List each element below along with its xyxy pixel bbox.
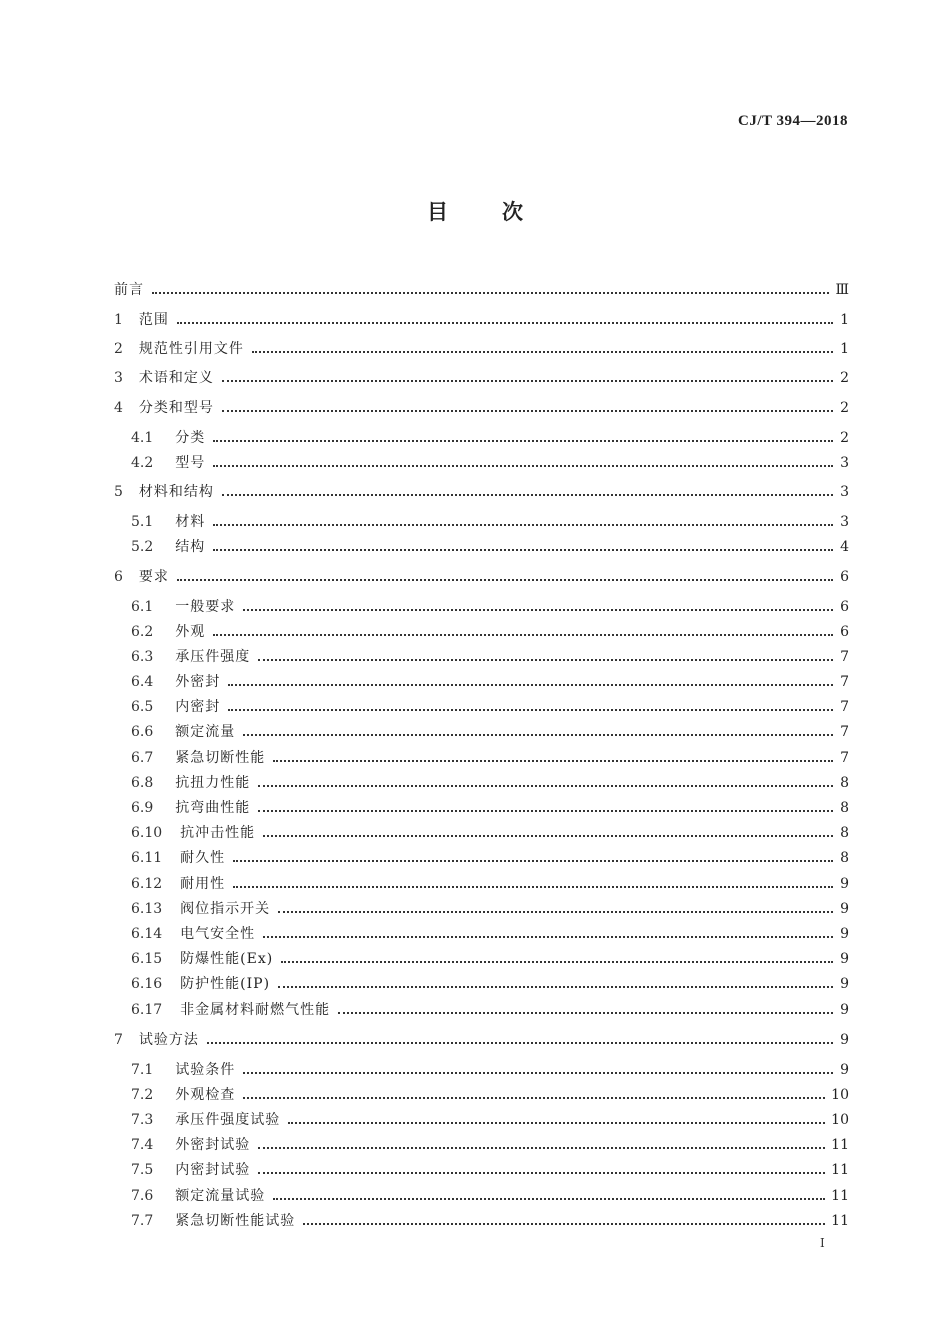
toc-entry-number: 6.7 [131, 750, 154, 766]
toc-entry-label: 分类 [175, 430, 206, 446]
toc-dot-leader [288, 1122, 825, 1124]
toc-entry-number: 7.5 [131, 1162, 154, 1178]
toc-entry-page: 9 [840, 976, 849, 992]
toc-entry-page: 8 [840, 825, 849, 841]
toc-entry-number: 6.5 [131, 699, 154, 715]
page-title [0, 196, 950, 226]
toc-dot-leader [258, 785, 833, 787]
toc-entry-number: 1 [114, 312, 123, 328]
toc-entry[interactable] [131, 949, 849, 969]
toc-entry-label: 材料和结构 [138, 484, 214, 500]
toc-entry[interactable] [131, 537, 849, 557]
title-char-2: 次 [502, 200, 523, 224]
toc-entry-number: 6.17 [131, 1002, 163, 1018]
toc-entry-page: 3 [840, 484, 849, 500]
toc-entry-number: 7.6 [131, 1188, 154, 1204]
toc-entry-number: 5.2 [131, 539, 154, 555]
toc-entry-page: 11 [831, 1137, 849, 1153]
toc-entry[interactable] [131, 722, 849, 742]
toc-entry[interactable] [131, 773, 849, 793]
toc-entry-number: 6.10 [131, 825, 163, 841]
toc-entry-page: 2 [840, 400, 849, 416]
toc-dot-leader [258, 1172, 825, 1174]
toc-entry-page: 1 [840, 312, 849, 328]
toc-entry-label: 承压件强度 [175, 649, 251, 665]
toc-entry-page: 9 [840, 951, 849, 967]
toc-entry[interactable] [131, 1060, 849, 1080]
toc-entry[interactable] [114, 339, 849, 359]
toc-dot-leader [263, 835, 833, 837]
toc-entry-number: 7 [114, 1032, 123, 1048]
toc-entry-label: 要求 [138, 569, 169, 585]
toc-entry[interactable] [131, 899, 849, 919]
toc-dot-leader [258, 810, 833, 812]
toc-dot-leader [303, 1223, 825, 1225]
toc-entry-page: 11 [831, 1162, 849, 1178]
toc-entry-number: 7.2 [131, 1087, 154, 1103]
toc-entry-label: 紧急切断性能 [175, 750, 266, 766]
toc-entry-page: 6 [840, 599, 849, 615]
toc-entry-label: 抗冲击性能 [180, 825, 256, 841]
toc-entry-page: 6 [840, 624, 849, 640]
toc-entry-number: 6.1 [131, 599, 154, 615]
standard-code: CJ/T 394—2018 [738, 113, 848, 129]
toc-entry[interactable] [114, 482, 849, 502]
toc-entry-page: 3 [840, 455, 849, 471]
toc-entry-label: 规范性引用文件 [138, 341, 244, 357]
toc-entry-number: 7.4 [131, 1137, 154, 1153]
toc-entry-label: 分类和型号 [138, 400, 214, 416]
toc-dot-leader [263, 936, 833, 938]
toc-entry-number: 6.12 [131, 876, 163, 892]
toc-entry-page: 2 [840, 430, 849, 446]
toc-entry-label: 抗扭力性能 [175, 775, 251, 791]
toc-entry[interactable] [131, 697, 849, 717]
toc-entry-page: 9 [840, 1032, 849, 1048]
toc-entry-label: 防爆性能(Ex) [180, 951, 274, 967]
toc-dot-leader [243, 1072, 833, 1074]
toc-entry-page: 10 [831, 1087, 849, 1103]
toc-entry-label: 试验方法 [138, 1032, 199, 1048]
toc-dot-leader [152, 292, 829, 294]
toc-dot-leader [213, 634, 833, 636]
toc-entry-number: 6.16 [131, 976, 163, 992]
toc-entry-page: 8 [840, 775, 849, 791]
toc-entry[interactable] [114, 398, 849, 418]
toc-entry-label: 外观 [175, 624, 206, 640]
toc-entry[interactable] [131, 823, 849, 843]
toc-entry-page: Ⅲ [835, 282, 849, 298]
toc-entry-page: 1 [840, 341, 849, 357]
toc-dot-leader [213, 465, 833, 467]
toc-dot-leader [243, 609, 833, 611]
toc-entry-number: 7.1 [131, 1062, 154, 1078]
toc-entry-page: 11 [831, 1188, 849, 1204]
toc-entry-label: 电气安全性 [180, 926, 256, 942]
toc-dot-leader [252, 351, 833, 353]
page-number: Ⅰ [820, 1236, 825, 1250]
toc-entry-number: 6.8 [131, 775, 154, 791]
toc-entry-label: 额定流量 [175, 724, 236, 740]
toc-entry-label: 抗弯曲性能 [175, 800, 251, 816]
toc-entry[interactable] [131, 874, 849, 894]
toc-entry[interactable] [131, 453, 849, 473]
toc-entry-label: 额定流量试验 [175, 1188, 266, 1204]
toc-entry-number: 4.1 [131, 430, 154, 446]
toc-entry-label: 内密封试验 [175, 1162, 251, 1178]
toc-entry-number: 6.14 [131, 926, 163, 942]
toc-dot-leader [278, 986, 833, 988]
toc-dot-leader [177, 579, 833, 581]
toc-entry-number: 5.1 [131, 514, 154, 530]
toc-entry[interactable] [131, 1211, 849, 1231]
toc-entry[interactable] [131, 1000, 849, 1020]
toc-dot-leader [338, 1012, 833, 1014]
toc-entry-page: 9 [840, 926, 849, 942]
toc-entry-page: 9 [840, 876, 849, 892]
toc-entry-page: 4 [840, 539, 849, 555]
toc-entry[interactable] [114, 567, 849, 587]
toc-entry-label: 试验条件 [175, 1062, 236, 1078]
toc-entry-label: 耐用性 [180, 876, 226, 892]
toc-entry-number: 6.15 [131, 951, 163, 967]
toc-entry[interactable] [131, 924, 849, 944]
toc-entry-page: 9 [840, 1002, 849, 1018]
toc-entry-number: 4.2 [131, 455, 154, 471]
toc-entry-page: 9 [840, 1062, 849, 1078]
toc-dot-leader [258, 659, 833, 661]
toc-dot-leader [281, 961, 833, 963]
toc-entry[interactable] [131, 1186, 849, 1206]
toc-entry[interactable] [131, 798, 849, 818]
toc-entry-label: 外密封 [175, 674, 221, 690]
toc-entry[interactable] [131, 848, 849, 868]
toc-entry-number: 6 [114, 569, 123, 585]
toc-entry[interactable] [131, 1085, 849, 1105]
toc-dot-leader [243, 1097, 825, 1099]
toc-entry-page: 3 [840, 514, 849, 530]
toc-entry-page: 7 [840, 649, 849, 665]
toc-entry-number: 6.2 [131, 624, 154, 640]
toc-entry-label: 结构 [175, 539, 206, 555]
toc-entry-number: 4 [114, 400, 123, 416]
toc-dot-leader [278, 911, 833, 913]
toc-entry-page: 10 [831, 1112, 849, 1128]
toc-entry-page: 6 [840, 569, 849, 585]
toc-entry-number: 2 [114, 341, 123, 357]
toc-entry-page: 7 [840, 750, 849, 766]
toc-dot-leader [233, 886, 833, 888]
toc-dot-leader [222, 494, 833, 496]
toc-entry-number: 6.4 [131, 674, 154, 690]
toc-entry[interactable] [131, 748, 849, 768]
toc-entry[interactable] [131, 1110, 849, 1130]
toc-entry-page: 8 [840, 850, 849, 866]
toc-dot-leader [243, 734, 833, 736]
toc-entry-number: 6.13 [131, 901, 163, 917]
toc-entry-label: 外密封试验 [175, 1137, 251, 1153]
toc-entry-number: 6.11 [131, 850, 163, 866]
toc-entry-number: 7.3 [131, 1112, 154, 1128]
toc-entry[interactable] [114, 280, 849, 300]
toc-entry-label: 内密封 [175, 699, 221, 715]
toc-dot-leader [213, 440, 833, 442]
toc-entry-number: 3 [114, 370, 123, 386]
toc-dot-leader [213, 549, 833, 551]
toc-entry[interactable] [131, 622, 849, 642]
toc-entry-label: 阀位指示开关 [180, 901, 271, 917]
toc-entry-label: 型号 [175, 455, 206, 471]
toc-entry[interactable] [131, 597, 849, 617]
toc-entry[interactable] [131, 1135, 849, 1155]
toc-dot-leader [222, 410, 833, 412]
toc-entry-page: 8 [840, 800, 849, 816]
toc-entry[interactable] [114, 368, 849, 388]
toc-dot-leader [177, 322, 833, 324]
toc-dot-leader [222, 380, 833, 382]
toc-entry[interactable] [131, 647, 849, 667]
toc-dot-leader [273, 1198, 825, 1200]
toc-entry-label: 一般要求 [175, 599, 236, 615]
toc-entry-page: 7 [840, 724, 849, 740]
toc-entry-page: 2 [840, 370, 849, 386]
toc-entry-label: 外观检查 [175, 1087, 236, 1103]
toc-entry-page: 7 [840, 699, 849, 715]
toc-entry-label: 承压件强度试验 [175, 1112, 281, 1128]
toc-entry-number: 6.3 [131, 649, 154, 665]
toc-entry-label: 材料 [175, 514, 206, 530]
toc-entry[interactable] [131, 672, 849, 692]
toc-entry-label: 前言 [114, 282, 144, 298]
toc-entry-page: 9 [840, 901, 849, 917]
toc-entry[interactable] [131, 428, 849, 448]
toc-entry-label: 非金属材料耐燃气性能 [180, 1002, 331, 1018]
toc-entry-number: 5 [114, 484, 123, 500]
toc-entry[interactable] [131, 974, 849, 994]
toc-dot-leader [258, 1147, 825, 1149]
toc-dot-leader [228, 709, 833, 711]
toc-entry-number: 7.7 [131, 1213, 154, 1229]
toc-dot-leader [233, 860, 833, 862]
toc-entry-number: 6.9 [131, 800, 154, 816]
toc-dot-leader [207, 1042, 833, 1044]
toc-entry[interactable] [131, 1160, 849, 1180]
title-char-1: 目 [427, 200, 448, 224]
toc-entry[interactable] [131, 512, 849, 532]
toc-dot-leader [213, 524, 833, 526]
toc-dot-leader [228, 684, 833, 686]
toc-dot-leader [273, 760, 833, 762]
toc-entry-label: 防护性能(IP) [180, 976, 271, 992]
toc-entry-label: 紧急切断性能试验 [175, 1213, 296, 1229]
toc-entry-label: 范围 [138, 312, 169, 328]
toc-entry-label: 耐久性 [180, 850, 226, 866]
toc-entry[interactable] [114, 1030, 849, 1050]
toc-entry-number: 6.6 [131, 724, 154, 740]
toc-entry-page: 11 [831, 1213, 849, 1229]
toc-entry[interactable] [114, 310, 849, 330]
toc-entry-label: 术语和定义 [138, 370, 214, 386]
toc-entry-page: 7 [840, 674, 849, 690]
